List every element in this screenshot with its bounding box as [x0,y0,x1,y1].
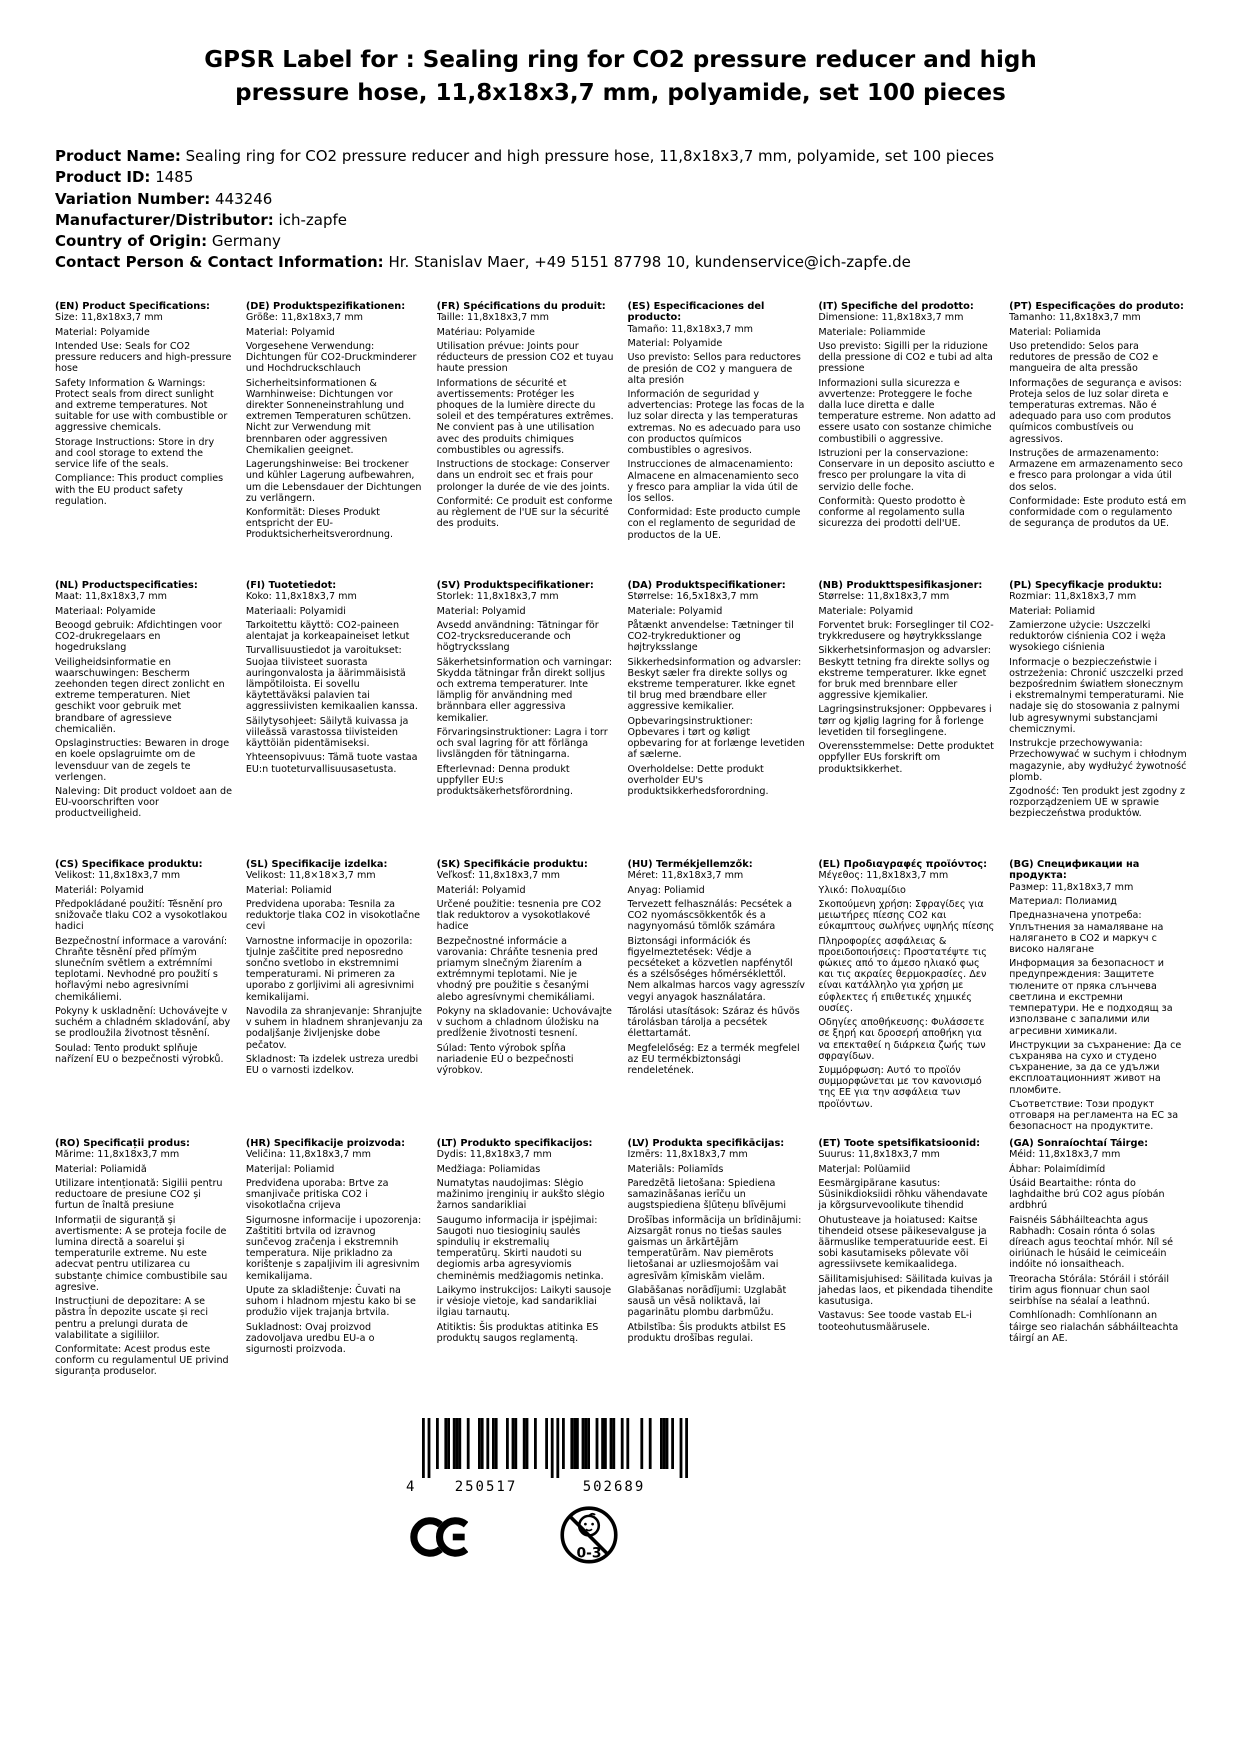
spec-paragraph: Materiaali: Polyamidi [245,605,346,617]
spec-paragraph: Materjal: Polüamiid [818,1163,911,1175]
spec-paragraph: Material: Poliamida [1009,326,1101,338]
spec-block-title: (EN) Product Specifications: [55,301,210,312]
spec-paragraph: Laikymo instrukcijos: Laikyti sausoje ir vėsioje vietoje, kad sandarikliai ilgiau tarnautų. [436,1284,612,1319]
spec-paragraph: Säkerhetsinformation och varningar: Skydda tätningar från direkt solljus och extrema temperaturer. Inte lämplig för användning med brännbara eller aggressiva kemikalier. [436,656,613,724]
spec-block-title: (FI) Tuotetiedot: [245,580,337,591]
spec-paragraph: Lagringsinstruksjoner: Oppbevares i tørr og kjølig lagring for å forlenge levetiden til forseglingene. [818,704,992,738]
spec-paragraph: Ábhar: Polaimídimíd [1009,1163,1106,1175]
spec-paragraph: Turvallisuustiedot ja varoitukset: Suojaa tiivisteet suorasta auringonvalosta ja äärimmäisistä lämpötiloista. Ei sovellu käytettäväksi palavien tai aggressiivisten kemikaalien kanssa. [245,645,418,713]
spec-block-title: (EL) Προδιαγραφές προϊόντος: [818,859,988,870]
spec-paragraph: Storage Instructions: Store in dry and cool storage to extend the service life of the seals. [55,436,215,471]
spec-paragraph: Material: Polyamide [627,338,723,350]
spec-paragraph: Overensstemmelse: Dette produktet oppfyller EUs forskrift om produktsikkerhet. [818,741,994,775]
spec-paragraph: Megfelelőség: Ez a termék megfelel az EU termékbiztonsági rendeletének. [627,1042,800,1076]
spec-block-title: (NL) Productspecificaties: [55,580,198,591]
variation-number-label: Variation Number: [55,189,211,208]
spec-paragraph: Mărime: 11,8x18x3,7 mm [55,1149,180,1161]
spec-paragraph: Skladnost: Ta izdelek ustreza uredbi EU o varnosti izdelkov. [245,1053,419,1076]
spec-paragraph: Zamierzone użycie: Uszczelki reduktorów ciśnienia CO2 i węża wysokiego ciśnienia [1009,619,1166,654]
spec-block-hr [246,1138,424,1417]
spec-paragraph: Tamanho: 11,8x18x3,7 mm [1009,312,1141,324]
spec-block-title: (ET) Toote spetsifikatsioonid: [818,1138,980,1149]
spec-paragraph: Tamaño: 11,8x18x3,7 mm [627,323,754,335]
spec-paragraph: Predvidena uporaba: Tesnila za reduktorje tlaka CO2 in visokotlačne cevi [245,898,421,933]
product-id-row [55,167,1181,188]
spec-paragraph: Istruzioni per la conservazione: Conservare in un deposito asciutto e fresco per prolungare la vita di servizio delle foche. [818,447,995,493]
spec-paragraph: Material: Polyamide [55,326,150,338]
spec-paragraph: Informations de sécurité et avertissements: Protéger les phoques de la lumière directe du soleil et des températures extrêmes. Ne convient pas à une utilisation avec des produits chimiques combustibles ou agressifs. [436,377,614,456]
contact-label: Contact Person & Contact Information: [55,253,384,272]
spec-paragraph: Rozmiar: 11,8x18x3,7 mm [1009,591,1137,603]
spec-paragraph: Varnostne informacije in opozorila: tjulnje zaščitite pred neposredno sončno svetlobo in ekstremnimi temperaturami. Ni primeren za uporabo z gorljivimi ali agresivnimi kemikalijami. [245,935,415,1003]
spec-paragraph: Material: Poliamid [245,884,332,896]
spec-block-title: (LV) Produkta specifikācijas: [627,1138,785,1149]
spec-paragraph: Sukladnost: Ovaj proizvod zadovoljava uredbu EU-a o sigurnosti proizvoda. [245,1321,375,1355]
spec-paragraph: Οδηγίες αποθήκευσης: Φυλάσσετε σε ξηρή και δροσερή αποθήκη για να επεκταθεί η διάρκεια ζωής των σφραγίδων. [818,1017,986,1062]
spec-block-bg [1009,859,1187,1138]
ean13-barcode [406,1418,706,1495]
spec-paragraph: Forventet bruk: Forseglinger til CO2-trykkredusere og høytrykksslange [818,619,994,643]
ce-mark-icon [410,1512,468,1566]
spec-paragraph: Bezpečnostní informace a varování: Chraňte těsnění před přímým slunečním světlem a extrémními teplotami. Nevhodné pro použití s hořlavými nebo agresivními chemikáliemi. [55,935,228,1003]
spec-paragraph: Úsáid Beartaithe: rónta do laghdaithe brú CO2 agus píobán ardbhrú [1009,1177,1165,1212]
spec-block-title: (SV) Produktspecifikationer: [436,580,594,591]
spec-paragraph: Utilizare intenționată: Sigilii pentru reductoare de presiune CO2 și furtun de înaltă presiune [55,1177,223,1212]
spec-paragraph: Materiaal: Polyamide [55,605,156,617]
spec-block-es [627,301,805,580]
spec-paragraph: Πληροφορίες ασφάλειας & προειδοποιήσεις: Προστατέψτε τις φώκιες από το άμεσο ηλιακό φως και τις ακραίες θερμοκρασίες. Δεν είναι κατάλληλο για χρήση με εύφλεκτες ή επιθετικές χημικές ουσίες. [818,935,987,1014]
spec-paragraph: Medžiaga: Poliamidas [436,1163,541,1175]
spec-paragraph: Materijal: Poliamid [245,1163,335,1175]
spec-paragraph: Materiale: Poliammide [818,326,926,338]
spec-paragraph: Dimensione: 11,8x18x3,7 mm [818,312,964,324]
product-id-label: Product ID: [55,168,151,187]
spec-paragraph: Информация за безопасност и предупреждения: Защитете тюлените от пряка слънчева светлина и екстремни температури. Не е подходящ за използване с запалими или агресивни химикали. [1009,958,1173,1037]
spec-block-title: (RO) Specificații produs: [55,1138,190,1149]
spec-paragraph: Eesmärgipärane kasutus: Süsinikdioksiidi rõhku vähendavate ja kõrgsurvevoolikute tihendid [818,1177,988,1212]
spec-paragraph: Uso previsto: Sigilli per la riduzione della pressione di CO2 e tubi ad alta pressione [818,340,993,375]
spec-paragraph: Materiál: Polyamid [55,884,144,896]
spec-paragraph: Utilisation prévue: Joints pour réducteurs de pression CO2 et tuyau haute pression [436,340,614,375]
spec-paragraph: Conformidad: Este producto cumple con el reglamento de seguridad de productos de la UE. [627,507,801,541]
page-title: GPSR Label for : Sealing ring for CO2 pressure reducer and high pressure hose, 11,8x18x3,7 mm, polyamide, set 100 pieces [204,47,1037,107]
manufacturer-value: ich-zapfe [278,210,347,229]
spec-paragraph: Materiał: Poliamid [1009,605,1096,617]
spec-block-title: (ES) Especificaciones del producto: [627,301,765,324]
product-info-section [55,146,1181,274]
spec-paragraph: Size: 11,8x18x3,7 mm [55,312,163,324]
contact-value: Hr. Stanislav Maer, +49 5151 87798 10, kundenservice@ich-zapfe.de [388,253,911,272]
country-of-origin-label: Country of Origin: [55,232,208,251]
spec-block-title: (HU) Termékjellemzők: [627,859,753,870]
spec-block-fi [246,580,424,859]
spec-paragraph: Materiāls: Poliamīds [627,1163,724,1175]
spec-paragraph: Velikost: 11,8x18x3,7 mm [55,870,181,882]
spec-block-en [55,301,233,580]
spec-paragraph: Atbilstība: Šis produkts atbilst ES produktu drošības regulai. [627,1321,786,1344]
spec-block-da [627,580,805,859]
spec-paragraph: Tárolási utasítások: Száraz és hűvös tárolásban tárolja a pecsétek élettartamát. [627,1005,800,1040]
spec-paragraph: Materiale: Polyamid [627,605,723,617]
spec-paragraph: Lagerungshinweise: Bei trockener und kühler Lagerung aufbewahren, um die Lebensdauer der Dichtungen zu verlängern. [245,459,422,504]
spec-paragraph: Съответствие: Този продукт отговаря на регламента на ЕС за безопасност на продуктите. [1009,1098,1179,1133]
spec-block-pt [1009,301,1187,580]
spec-paragraph: Maat: 11,8x18x3,7 mm [55,591,168,603]
spec-paragraph: Informații de siguranță și avertismente: A se proteja focile de lumina directă a soarelui și temperaturile extreme. Nu este adecvat pentru utilizarea cu substanțe chimice combustibile sau agresive. [55,1214,228,1293]
spec-paragraph: Veiligheidsinformatie en waarschuwingen: Bescherm zeehonden tegen direct zonlicht en extreme temperaturen. Niet geschikt voor gebruik met brandbare of agressieve chemicaliën. [55,656,225,735]
spec-paragraph: Material: Polyamid [245,326,335,338]
spec-paragraph: Pokyny k uskladnění: Uchovávejte v suchém a chladném skladování, aby se prodloužila životnost těsnění. [55,1005,231,1040]
spec-paragraph: Safety Information & Warnings: Protect seals from direct sunlight and extreme temperatures. Not suitable for use with combustible or aggressive chemicals. [55,377,228,434]
spec-paragraph: Предназначена употреба: Уплътнения за намаляване на налягането в CO2 и маркуч с високо налягане [1009,910,1164,955]
spec-paragraph: Vastavus: See toode vastab EL-i tooteohutusmäärusele. [818,1310,972,1333]
spec-paragraph: Säilytysohjeet: Säilytä kuivassa ja viileässä varastossa tiivisteiden käyttöiän pidentämiseksi. [245,715,409,750]
spec-paragraph: Instrukcje przechowywania: Przechowywać w suchym i chłodnym magazynie, aby wydłużyć żywotność plomb. [1009,738,1187,783]
spec-paragraph: Instrucciones de almacenamiento: Almacene en almacenamiento seco y fresco para ampliar la vida útil de los sellos. [627,459,799,504]
spec-block-title: (DE) Produktspezifikationen: [245,301,406,312]
manufacturer-row [55,210,1181,231]
spec-block-title: (PL) Specyfikacje produktu: [1009,580,1163,591]
spec-paragraph: Sigurnosne informacije i upozorenja: Zaštititi brtvila od izravnog sunčevog zračenja i ekstremnih temperatura. Nije prikladno za korištenje s zapaljivim ili agresivnim kemikalijama. [245,1214,422,1282]
spec-paragraph: Storlek: 11,8x18x3,7 mm [436,591,559,603]
spec-paragraph: Efterlevnad: Denna produkt uppfyller EU:s produktsäkerhetsförordning. [436,763,574,797]
spec-paragraph: Veličina: 11,8x18x3,7 mm [245,1149,371,1161]
spec-block-title: (NB) Produkttspesifikasjoner: [818,580,983,591]
spec-paragraph: Předpokládané použití: Těsnění pro snižovače tlaku CO2 a vysokotlakou hadici [55,898,228,933]
spec-paragraph: Sicherheitsinformationen & Warnhinweise: Dichtungen vor direkter Sonneneinstrahlung und extremen Temperaturen schützen. Nicht zur Verwendung mit brennbaren oder aggressiven Chemikalien geeignet. [245,377,412,456]
spec-paragraph: Upute za skladištenje: Čuvati na suhom i hladnom mjestu kako bi se produžio vijek trajanja brtvila. [245,1284,416,1319]
spec-paragraph: Säilitamisjuhised: Säilitada kuivas ja jahedas laos, et pikendada tihendite kasutusiga. [818,1273,993,1308]
spec-paragraph: Drošības informācija un brīdinājumi: Aizsargāt ronus no tiešas saules gaismas un ārkārtējām temperatūrām. Nav piemērots lietošanai ar uzliesmojošām vai agresīvām ķīmiskām vielām. [627,1214,802,1282]
spec-paragraph: Instructions de stockage: Conserver dans un endroit sec et frais pour prolonger la durée de vie des joints. [436,459,610,493]
spec-paragraph: Veľkosť: 11,8x18x3,7 mm [436,870,561,882]
spec-paragraph: Naleving: Dit product voldoet aan de EU-voorschriften voor productveiligheid. [55,785,232,820]
spec-paragraph: Treoracha Stórála: Stóráil i stóráil tirim agus fionnuar chun saol seirbhíse na séalaí a leathnú. [1009,1273,1170,1308]
spec-paragraph: Materiál: Polyamid [436,884,526,896]
spec-paragraph: Suurus: 11,8x18x3,7 mm [818,1149,940,1161]
product-name-label: Product Name: [55,147,181,165]
age-warning-0-3-icon [558,1502,620,1576]
spec-paragraph: Größe: 11,8x18x3,7 mm [245,312,364,324]
country-of-origin-row [55,231,1181,252]
barcode-right-group: 502689 [582,1479,646,1495]
barcode-prefix-digit: 4 [406,1479,415,1495]
spec-paragraph: Σκοπούμενη χρήση: Σφραγίδες για μειωτήρες πίεσης CO2 και εύκαμπτους σωλήνες υψηλής πίεσης [818,898,995,933]
spec-paragraph: Avsedd användning: Tätningar för CO2-trycksreducerande och högtrycksslang [436,619,599,654]
spec-paragraph: Størrelse: 16,5x18x3,7 mm [627,591,759,603]
spec-paragraph: Navodila za shranjevanje: Shranjujte v suhem in hladnem shranjevanju za podaljšanje življenjske dobe pečatov. [245,1005,423,1051]
spec-paragraph: Påtænkt anvendelse: Tætninger til CO2-trykreduktioner og højtryksslange [627,619,794,654]
spec-paragraph: Instrucțiuni de depozitare: A se păstra în depozite uscate și reci pentru a prelungi durata de valabilitate a sigiliilor. [55,1296,208,1341]
spec-paragraph: Comhlíonadh: Comhlíonann an táirge seo rialachán sábháilteachta táirgí an AE. [1009,1310,1179,1344]
spec-block-it [818,301,996,580]
spec-paragraph: Υλικό: Πολυαμίδιο [818,884,906,896]
spec-paragraph: Dydis: 11,8x18x3,7 mm [436,1149,552,1161]
spec-paragraph: Méret: 11,8x18x3,7 mm [627,870,744,882]
variation-number-value: 443246 [215,189,273,208]
spec-paragraph: Conformidade: Este produto está em conformidade com o regulamento de segurança de produtos da UE. [1009,495,1187,530]
spec-block-et [818,1138,996,1417]
spec-paragraph: Taille: 11,8x18x3,7 mm [436,312,549,324]
product-name-row [55,146,1181,167]
spec-block-lv [627,1138,805,1417]
spec-paragraph: Glabāšanas norādījumi: Uzglabāt sausā un vēsā noliktavā, lai pagarinātu plombu darbmūžu. [627,1284,787,1319]
spec-paragraph: Conformitate: Acest produs este conform cu regulamentul UE privind siguranța produselor. [55,1343,229,1378]
spec-block-title: (GA) Sonraíochtaí Táirge: [1009,1138,1149,1149]
spec-paragraph: Určené použitie: tesnenia pre CO2 tlak reduktorov a vysokotlakové hadice [436,898,602,933]
spec-paragraph: Ohutusteave ja hoiatused: Kaitse tihendeid otsese päikesevalguse ja äärmuslike temperatuuride eest. Ei sobi kasutamiseks põlevate või agressiivsete kemikaalidega. [818,1214,988,1271]
spec-paragraph: Konformität: Dieses Produkt entspricht der EU-Produktsicherheitsverordnung. [245,506,394,541]
spec-paragraph: Material: Polyamid [436,605,526,617]
spec-paragraph: Saugumo informacija ir įspėjimai: Saugoti nuo tiesioginių saulės spindulių ir ekstremalių temperatūrų. Skirti naudoti su degiomis arba agresyviomis cheminėmis medžiagomis netinka. [436,1214,604,1282]
country-of-origin-value: Germany [211,232,281,251]
spec-paragraph: Conformità: Questo prodotto è conforme al regolamento sulla sicurezza dei prodotti dell'UE. [818,495,966,530]
spec-paragraph: Uso pretendido: Selos para redutores de pressão de CO2 e mangueira de alta pressão [1009,340,1159,375]
spec-block-title: (BG) Спецификации на продукта: [1009,859,1140,882]
spec-paragraph: Zgodność: Ten produkt jest zgodny z rozporządzeniem UE w sprawie bezpieczeństwa produktów. [1009,785,1186,820]
spec-block-title: (IT) Specifiche del prodotto: [818,301,974,312]
spec-block-ro [55,1138,233,1417]
spec-paragraph: Compliance: This product complies with the EU product safety regulation. [55,473,224,507]
spec-block-title: (DA) Produktspecifikationer: [627,580,786,591]
spec-block-sk [437,859,615,1138]
spec-paragraph: Súlad: Tento výrobok spĺňa nariadenie EÚ o bezpečnosti výrobkov. [436,1042,574,1076]
product-id-value: 1485 [155,168,194,187]
spec-block-lt [437,1138,615,1417]
barcode-left-group: 250517 [454,1479,518,1495]
spec-block-pl [1009,580,1187,859]
product-name-value: Sealing ring for CO2 pressure reducer and high pressure hose, 11,8x18x3,7 mm, polyamide, set 100 pieces [185,147,995,165]
spec-block-title: (CS) Specifikace produktu: [55,859,203,870]
spec-block-de [246,301,424,580]
spec-block-hu [627,859,805,1138]
spec-paragraph: Información de seguridad y advertencias: Protege las focas de la luz solar directa y las temperaturas extremas. No es adecuado para uso con productos químicos combustibles o agresivos. [627,389,805,457]
spec-paragraph: Yhteensopivuus: Tämä tuote vastaa EU:n tuoteturvallisuusasetusta. [245,752,418,775]
age-warning-label: 0-3 [576,1545,602,1562]
spec-paragraph: Opslaginstructies: Bewaren in droge en koele opslagruimte om de levensduur van de zegels te verlengen. [55,738,230,783]
contact-row [55,252,1181,273]
spec-paragraph: Størrelse: 11,8x18x3,7 mm [818,591,950,603]
spec-paragraph: Förvaringsinstruktioner: Lagra i torr och sval lagring för att förlänga livslängden för tätningarna. [436,726,608,761]
spec-block-sv [437,580,615,859]
spec-paragraph: Материал: Полиамид [1009,896,1117,908]
spec-block-nl [55,580,233,859]
spec-paragraph: Izmērs: 11,8x18x3,7 mm [627,1149,748,1161]
spec-paragraph: Atitiktis: Šis produktas atitinka ES produktų saugos reglamentą. [436,1321,599,1344]
spec-paragraph: Matériau: Polyamide [436,326,535,338]
spec-block-title: (SK) Špecifikácie produktu: [436,859,588,870]
spec-block-title: (HR) Specifikacije proizvoda: [245,1138,406,1149]
spec-block-sl [246,859,424,1138]
spec-paragraph: Biztonsági információk és figyelmeztetések: Védje a pecséteket a közvetlen napfénytől és a szélsőséges hőmérséklettől. Nem alkalmas harcos vagy agresszív vegyi anyagok használatára. [627,935,805,1003]
spec-block-title: (FR) Spécifications du produit: [436,301,606,312]
spec-paragraph: Anyag: Poliamid [627,884,705,896]
spec-paragraph: Faisnéis Sábháilteachta agus Rabhadh: Cosain rónta ó solas díreach agus teochtaí mhór. Níl sé oiriúnach le húsáid le ceimiceáin indóite nó ionsaitheach. [1009,1214,1174,1271]
spec-block-fr [437,301,615,580]
spec-paragraph: Инструкции за съхранение: Да се съхранява на сухо и студено съхранение, за да се удължи експлоатационният живот на пломбите. [1009,1039,1182,1096]
spec-paragraph: Sikkerhedsinformation og advarsler: Beskyt sæler fra direkte sollys og ekstreme temperaturer. Ikke egnet til brug med brændbare eller aggressive kemikalier. [627,656,802,713]
spec-block-title: (LT) Produkto specifikacijos: [436,1138,593,1149]
spec-grid [55,301,1187,1417]
spec-paragraph: Velikost: 11,8×18×3,7 mm [245,870,376,882]
spec-paragraph: Bezpečnostné informácie a varovania: Chráňte tesnenia pred priamym slnečným žiarením a extrémnymi teplotami. Nie je vhodný pre použitie s česanými alebo agresívnymi chemikáliami. [436,935,598,1003]
spec-paragraph: Informações de segurança e avisos: Proteja selos de luz solar direta e temperaturas extremas. Não é adequado para uso com produtos químicos combustíveis ou agressivos. [1009,377,1182,445]
spec-block-title: (PT) Especificações do produto: [1009,301,1184,312]
spec-paragraph: Συμμόρφωση: Αυτό το προϊόν συμμορφώνεται με τον κανονισμό της ΕΕ για την ασφάλεια των προϊόντων. [818,1064,982,1110]
barcode-digits [406,1479,706,1495]
spec-paragraph: Vorgesehene Verwendung: Dichtungen für CO2-Druckminderer und Hochdruckschlauch [245,340,417,375]
spec-paragraph: Soulad: Tento produkt splňuje nařízení EU o bezpečnosti výrobků. [55,1042,224,1065]
spec-paragraph: Overholdelse: Dette produkt overholder EU's produktsikkerhedsforordning. [627,763,769,797]
spec-paragraph: Instruções de armazenamento: Armazene em armazenamento seco e fresco para prolongar a vida útil dos selos. [1009,447,1183,493]
spec-block-title: (SL) Specifikacije izdelka: [245,859,388,870]
spec-block-ga [1009,1138,1187,1417]
spec-paragraph: Размер: 11,8x18x3,7 mm [1009,881,1134,893]
spec-paragraph: Paredzētā lietošana: Spiediena samazināšanas ierīču un augstspiediena šļūteņu blīvējumi [627,1177,786,1212]
spec-paragraph: Material: Poliamidă [55,1163,147,1175]
spec-block-nb [818,580,996,859]
spec-block-el [818,859,996,1138]
manufacturer-label: Manufacturer/Distributor: [55,210,274,229]
variation-number-row [55,189,1181,210]
spec-paragraph: Tervezett felhasználás: Pecsétek a CO2 nyomáscsökkentők és a nagynyomású tömlők számára [627,898,793,933]
spec-paragraph: Informacje o bezpieczeństwie i ostrzeżenia: Chronić uszczelki przed bezpośrednim światłem słonecznym i ekstremalnymi temperaturami. Nie nadaje się do stosowania z palnymi lub agresywnymi substancjami chemicznymi. [1009,656,1184,735]
spec-paragraph: Informazioni sulla sicurezza e avvertenze: Proteggere le foche dalla luce diretta e dalle temperature estreme. Non adatto ad essere usato con sostanze chimiche combustibili o aggressive. [818,377,996,445]
spec-paragraph: Pokyny na skladovanie: Uchovávajte v suchom a chladnom úložisku na predĺženie životnosti tesnení. [436,1005,612,1040]
spec-paragraph: Intended Use: Seals for CO2 pressure reducers and high-pressure hose [55,340,232,375]
spec-paragraph: Beoogd gebruik: Afdichtingen voor CO2-drukregelaars en hogedrukslang [55,619,222,654]
spec-paragraph: Materiale: Polyamid [818,605,914,617]
spec-paragraph: Tarkoitettu käyttö: CO2-paineen alentajat ja korkeapaineiset letkut [245,619,410,643]
spec-paragraph: Méid: 11,8x18x3,7 mm [1009,1149,1121,1161]
spec-paragraph: Sikkerhetsinformasjon og advarsler: Beskytt tetning fra direkte sollys og ekstreme temperaturer. Ikke egnet for bruk med brennbare eller aggressive kjemikalier. [818,645,991,702]
barcode-bars [422,1418,688,1478]
spec-paragraph: Conformité: Ce produit est conforme au règlement de l'UE sur la sécurité des produits. [436,495,613,530]
spec-paragraph: Numatytas naudojimas: Slėgio mažinimo įrenginių ir aukšto slėgio žarnos sandarikliai [436,1177,605,1212]
spec-block-cs [55,859,233,1138]
spec-paragraph: Predviđena uporaba: Brtve za smanjivače pritiska CO2 i visokotlačna crijeva [245,1177,389,1212]
spec-paragraph: Opbevaringsinstruktioner: Opbevares i tørt og køligt opbevaring for at forlænge levetiden af sælerne. [627,715,805,761]
spec-paragraph: Μέγεθος: 11,8x18x3,7 mm [818,870,949,882]
spec-paragraph: Uso previsto: Sellos para reductores de presión de CO2 y manguera de alta presión [627,352,801,386]
spec-paragraph: Koko: 11,8x18x3,7 mm [245,591,357,603]
